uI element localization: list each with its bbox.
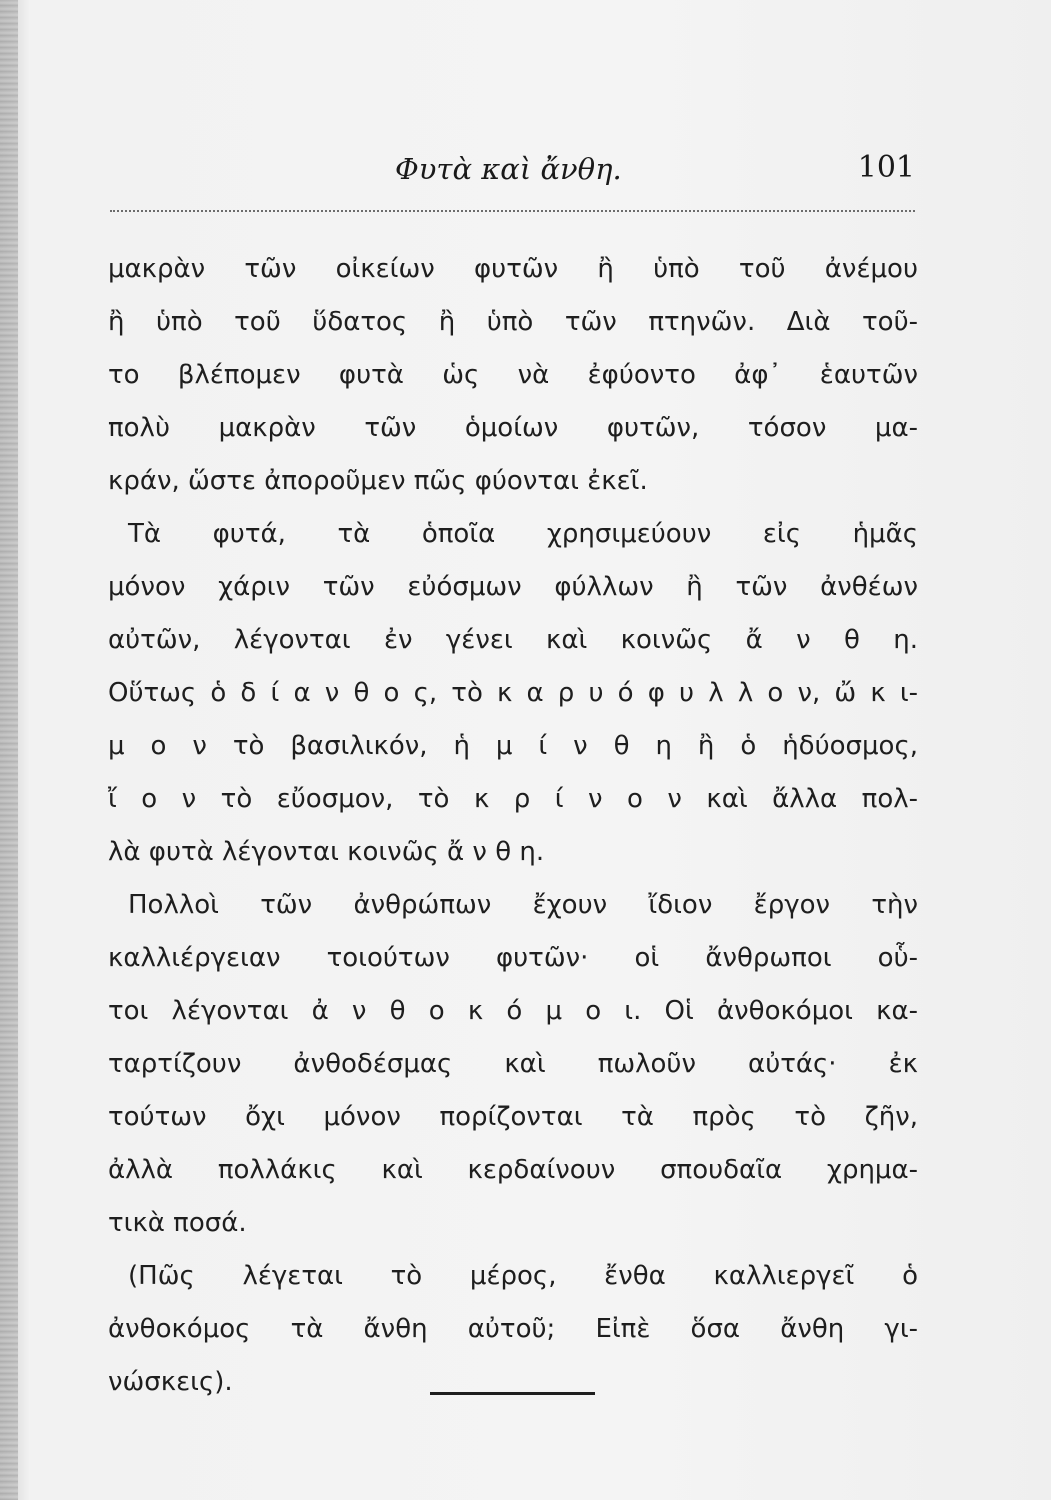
- question-line: νώσκεις).: [108, 1367, 233, 1397]
- text-line: Οὕτως ὁ δ ί α ν θ ο ς, τὸ κ α ρ υ ό φ υ λ λ ο ν, ὤ κ ι-: [108, 678, 918, 708]
- running-title: Φυτὰ καὶ ἄνθη.: [395, 152, 622, 186]
- text-line: καλλιέργειαν τοιούτων φυτῶν· οἱ ἄνθρωποι οὗ-: [108, 943, 918, 973]
- text-line: το βλέπομεν φυτὰ ὡς νὰ ἐφύοντο ἀφ᾿ ἑαυτῶν: [108, 360, 918, 390]
- question-line: (Πῶς λέγεται τὸ μέρος, ἔνθα καλλιεργεῖ ὁ: [128, 1261, 918, 1291]
- question-line: ἀνθοκόμος τὰ ἄνθη αὐτοῦ; Εἰπὲ ὅσα ἄνθη γι-: [108, 1314, 918, 1344]
- paragraph-start-line: Τὰ φυτά, τὰ ὁποῖα χρησιμεύουν εἰς ἡμᾶς: [128, 519, 918, 549]
- text-line: πολὺ μακρὰν τῶν ὁμοίων φυτῶν, τόσον μα-: [108, 413, 918, 443]
- body-text: [108, 243, 918, 1409]
- text-line: τούτων ὄχι μόνον πορίζονται τὰ πρὸς τὸ ζῆν,: [108, 1102, 918, 1132]
- text-line: τοι λέγονται ἀ ν θ ο κ ό μ ο ι. Οἱ ἀνθοκόμοι κα-: [108, 996, 918, 1026]
- text-line: ἢ ὑπὸ τοῦ ὕδατος ἢ ὑπὸ τῶν πτηνῶν. Διὰ τοῦ-: [108, 307, 918, 337]
- section-end-rule: [430, 1392, 595, 1395]
- text-line: μακρὰν τῶν οἰκείων φυτῶν ἢ ὑπὸ τοῦ ἀνέμου: [108, 254, 918, 284]
- text-line: μ ο ν τὸ βασιλικόν, ἡ μ ί ν θ η ἢ ὁ ἡδύοσμος,: [108, 731, 918, 761]
- page-number: 101: [857, 150, 915, 185]
- text-line: κράν, ὥστε ἀποροῦμεν πῶς φύονται ἐκεῖ.: [108, 466, 648, 496]
- running-header: [110, 150, 915, 210]
- paragraph-start-line: Πολλοὶ τῶν ἀνθρώπων ἔχουν ἴδιον ἔργον τὴν: [128, 890, 918, 920]
- text-line: ταρτίζουν ἀνθοδέσμας καὶ πωλοῦν αὐτάς· ἐκ: [108, 1049, 918, 1079]
- text-line: ἴ ο ν τὸ εὔοσμον, τὸ κ ρ ί ν ο ν καὶ ἄλλα πολ-: [108, 784, 918, 814]
- text-line: ἀλλὰ πολλάκις καὶ κερδαίνουν σπουδαῖα χρημα-: [108, 1155, 918, 1185]
- header-divider: [110, 210, 915, 212]
- page-binding-edge: [0, 0, 18, 1500]
- text-line: μόνον χάριν τῶν εὐόσμων φύλλων ἢ τῶν ἀνθέων: [108, 572, 918, 602]
- text-line: τικὰ ποσά.: [108, 1208, 247, 1238]
- text-line: αὐτῶν, λέγονται ἐν γένει καὶ κοινῶς ἄ ν θ η.: [108, 625, 918, 655]
- text-line: λὰ φυτὰ λέγονται κοινῶς ἄ ν θ η.: [108, 837, 545, 867]
